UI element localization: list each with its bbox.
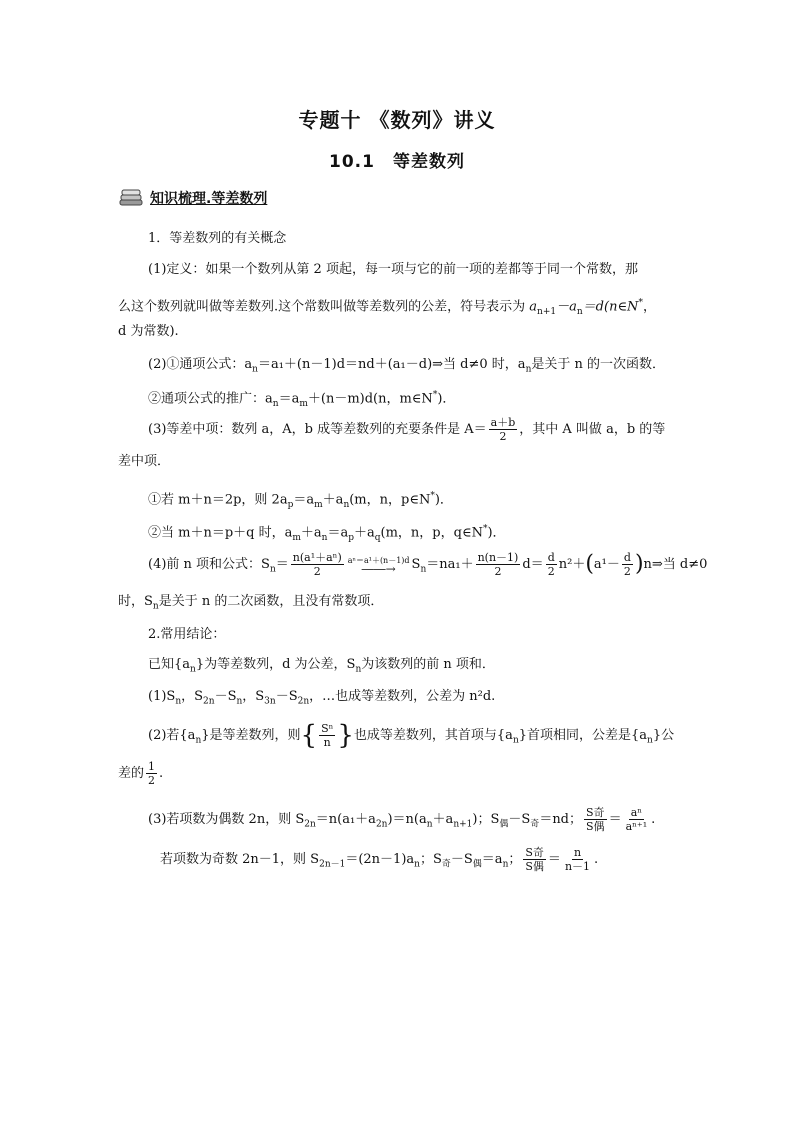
concepts-heading: 1．等差数列的有关概念 [148,231,287,246]
arithmetic-mean-end: 差中项． [118,454,171,469]
conclusion-2-end: 差的 $\frac{1}{2}$ . [118,760,164,787]
definition-line-2: 么这个数列就叫做等差数列.这个常数叫做等差数列的公差，符号表示为 $a_{n+1}-a_n=d(n\in N^*$， [118,298,656,317]
general-term-generalization: ②通项公式的推广：$a_n=a_m+(n-m)d(n$，m∈N*)． [148,390,456,409]
section-title: 10.1 等差数列 [329,152,465,172]
conclusions-intro: 已知$\{a_n\}$为等差数列，d 为公差，$S_n$为该数列的前 n 项和． [148,657,495,675]
definition-line-1: (1)定义：如果一个数列从第 2 项起，每一项与它的前一项的差都等于同一个常数，那 [148,262,638,277]
conclusion-2: (2)若$\{a_n\}$是等差数列，则{ $\frac{\text{Sⁿ}}{n}$ }也成等差数列，其首项与$\{a_n\}$首项相同，公差是$\{a_n\}$公 [148,720,675,751]
page-title: 专题十 《数列》讲义 [298,108,496,132]
property-2: ②当 m＋n＝p＋q 时，$a_m+a_n=a_p+a_q(m$，n，p，q∈N*)． [148,524,506,543]
sum-formula: (4)前 n 项和公式：$S_n=$ $\frac{\text{n(a¹＋aⁿ)}}{2}$ aⁿ＝a¹＋(n－1)d ――→ $S_n=na_1+$ $\frac{n(n-1)}{2}$ d＝ $\frac{d}{2}$ n²＋(a¹－ $\frac{d}{2}$ )n⇒当 d≠0 [148,551,708,578]
definition-line-3: d 为常数). [118,324,179,339]
books-icon [118,189,144,207]
section-header [118,188,267,208]
arithmetic-mean: (3)等差中项：数列 a，A，b 成等差数列的充要条件是 A＝ $\frac{a+b}{2}$ ，其中 A 叫做 a，b 的等 [148,416,666,443]
property-1: ①若 m＋n＝2p，则 $2a_p=a_m+a_n(m$，n，p∈N*)． [148,491,453,510]
conclusion-1: $(1)S_n$，$S_{2n}-S_n$，$S_{3n}-S_{2n}$，…也成等差数列，公差为 n²d. [148,689,496,707]
conclusions-heading: 2.常用结论： [148,627,226,642]
general-term-formula: (2)①通项公式：$a_n=a_1+(n-1)d=nd+(a_1-d)\Rightarrow$当 d≠0 时，$a_n$是关于 n 的一次函数． [148,357,665,375]
section-label: 知识梳理.等差数列 [150,191,268,207]
conclusion-3-even: (3)若项数为偶数 2n，则 $S_{2n}=n(a_1+a_{2n})=n(a_n+a_{n+1})$；$S_偶-S_奇=nd$； $\frac{\text{S奇}}{\text{S偶}}$ ＝ $\frac{\text{aⁿ}}{\text{aⁿ⁺¹}}$ . [148,806,656,833]
sum-formula-end: 时，$S_n$是关于 n 的二次函数，且没有常数项． [118,594,384,612]
conclusion-3-odd: 若项数为奇数 2n－1，则 $S_{2n-1}=(2n-1)a_n$；$S_奇-S_偶=a_n$； $\frac{\text{S奇}}{\text{S偶}}$ ＝ $\frac{n}{n-1}$ . [160,846,599,873]
